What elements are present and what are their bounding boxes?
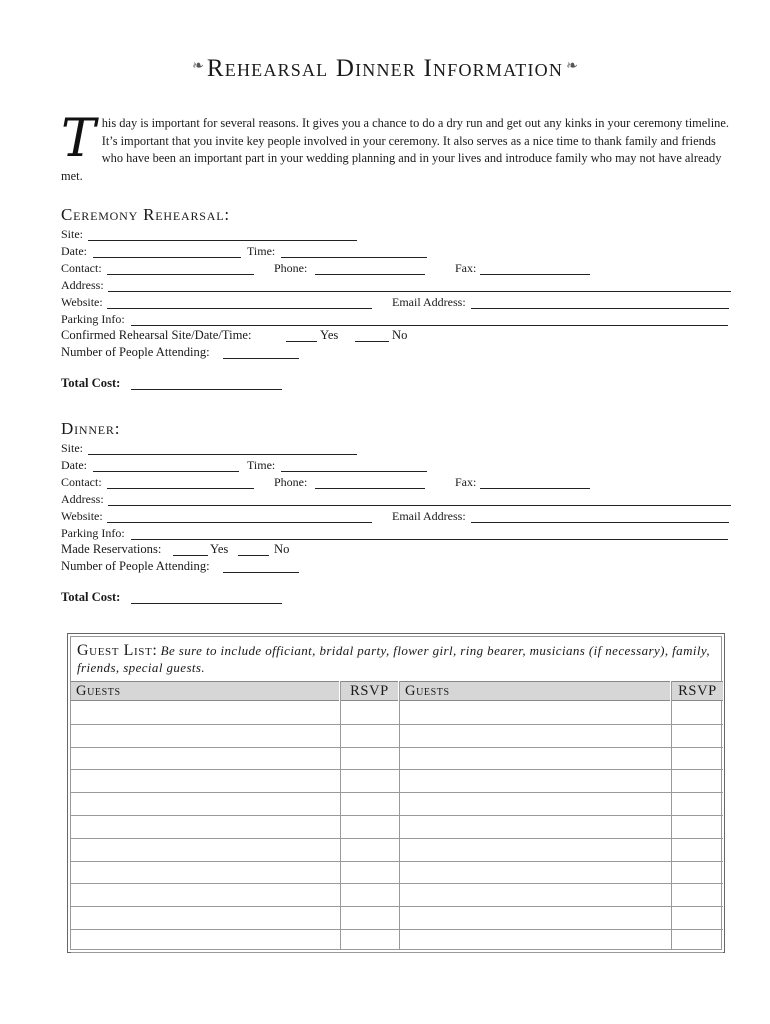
dinner-site-label: Site: [61,441,84,455]
dinner-time-field[interactable] [281,471,427,472]
ceremony-parking-row [61,312,733,329]
ceremony-contact-row [61,261,596,278]
dinner-site-row [61,441,361,458]
ceremony-phone-label: Phone: [274,261,308,275]
table-row[interactable] [71,952,723,953]
table-row[interactable] [71,747,723,748]
dinner-phone-field[interactable] [315,488,425,489]
dinner-reservations-row [61,542,331,559]
dinner-date-field[interactable] [93,471,239,472]
dinner-reservations-no-field[interactable] [238,555,269,556]
leaf-ornament-right-icon: ❧ [566,59,578,74]
ceremony-confirmed-row [61,328,421,345]
dinner-attending-label: Number of People Attending: [61,559,210,573]
dinner-address-field[interactable] [108,505,731,506]
dinner-contact-label: Contact: [61,475,102,489]
dinner-total-row [61,590,291,607]
table-row[interactable] [71,929,723,930]
ceremony-date-field[interactable] [93,257,241,258]
ceremony-date-label: Date: [61,244,87,258]
ceremony-site-label: Site: [61,227,84,241]
ceremony-time-field[interactable] [281,257,427,258]
dinner-contact-field[interactable] [107,488,254,489]
dinner-reservations-label: Made Reservations: [61,542,162,556]
intro-text: his day is important for several reasons. It gives you a chance to do a dry run and get out any kinks in your ceremony timeline. It’s important that you invite key people involved in your ceremony. It also serves as a nice time to thank family and friends who have been an important part in your wedding planning and in your lives and introduce family who may not have already met. [61,116,729,183]
ceremony-site-field[interactable] [88,240,357,241]
ceremony-contact-field[interactable] [107,274,254,275]
intro-dropcap: T [61,109,96,169]
ceremony-address-label: Address: [61,278,104,292]
table-row[interactable] [71,883,723,884]
guests-column-header-left: Guests [71,681,339,701]
ceremony-email-label: Email Address: [392,295,466,309]
dinner-no-label: No [274,542,290,556]
guest-list-box [67,633,725,953]
dinner-attending-row [61,559,311,576]
dinner-website-field[interactable] [107,522,372,523]
rsvp-column-header-left: RSVP [341,681,398,701]
ceremony-website-label: Website: [61,295,103,309]
ceremony-confirmed-yes-field[interactable] [286,341,317,342]
dinner-site-field[interactable] [88,454,357,455]
ceremony-address-row [61,278,733,295]
dinner-website-row [61,509,733,526]
ceremony-address-field[interactable] [108,291,731,292]
ceremony-contact-label: Contact: [61,261,102,275]
table-row[interactable] [71,769,723,770]
ceremony-confirmed-label: Confirmed Rehearsal Site/Date/Time: [61,328,252,342]
dinner-email-field[interactable] [471,522,729,523]
guest-list-table [70,636,722,950]
ceremony-total-label: Total Cost: [61,376,121,390]
table-row[interactable] [71,724,723,725]
ceremony-website-row [61,295,733,312]
leaf-ornament-left-icon: ❧ [192,59,204,74]
intro-paragraph [61,109,733,185]
ceremony-phone-field[interactable] [315,274,425,275]
ceremony-attending-row [61,345,311,362]
dinner-total-label: Total Cost: [61,590,121,604]
dinner-reservations-yes-field[interactable] [173,555,208,556]
dinner-address-label: Address: [61,492,104,506]
dinner-parking-label: Parking Info: [61,526,125,540]
dinner-parking-row [61,526,733,543]
dinner-date-row [61,458,431,475]
ceremony-site-row [61,227,361,244]
dinner-total-field[interactable] [131,603,282,604]
ceremony-confirmed-no-field[interactable] [355,341,389,342]
guest-list-note: Be sure to include officiant, bridal party, flower girl, ring bearer, musicians (if necessary), family, friends, special guests. [77,643,710,675]
table-row[interactable] [71,815,723,816]
page-title: Rehearsal Dinner Information [206,55,564,82]
ceremony-website-field[interactable] [107,308,372,309]
ceremony-heading: Ceremony Rehearsal: [61,205,230,224]
rsvp-column-header-right: RSVP [672,681,723,701]
table-row[interactable] [71,861,723,862]
ceremony-parking-label: Parking Info: [61,312,125,326]
table-row[interactable] [71,906,723,907]
table-row[interactable] [71,838,723,839]
ceremony-parking-field[interactable] [131,325,728,326]
dinner-email-label: Email Address: [392,509,466,523]
ceremony-time-label: Time: [247,244,276,258]
dinner-fax-label: Fax: [455,475,477,489]
table-row[interactable] [71,792,723,793]
ceremony-fax-field[interactable] [480,274,590,275]
guests-column-header-right: Guests [400,681,670,701]
guest-list-header [77,642,717,676]
dinner-fax-field[interactable] [480,488,590,489]
ceremony-yes-label: Yes [320,328,339,342]
ceremony-attending-field[interactable] [223,358,299,359]
ceremony-attending-label: Number of People Attending: [61,345,210,359]
ceremony-total-row [61,376,291,393]
dinner-website-label: Website: [61,509,103,523]
dinner-yes-label: Yes [210,542,229,556]
dinner-contact-row [61,475,596,492]
dinner-time-label: Time: [247,458,276,472]
guest-list-label: Guest List: [77,642,158,659]
dinner-heading: Dinner: [61,419,121,438]
ceremony-date-row [61,244,431,261]
ceremony-total-field[interactable] [131,389,282,390]
title-block [0,55,770,83]
dinner-date-label: Date: [61,458,87,472]
dinner-phone-label: Phone: [274,475,308,489]
ceremony-email-field[interactable] [471,308,729,309]
dinner-attending-field[interactable] [223,572,299,573]
ceremony-fax-label: Fax: [455,261,477,275]
dinner-address-row [61,492,733,509]
dinner-parking-field[interactable] [131,539,728,540]
ceremony-no-label: No [392,328,408,342]
